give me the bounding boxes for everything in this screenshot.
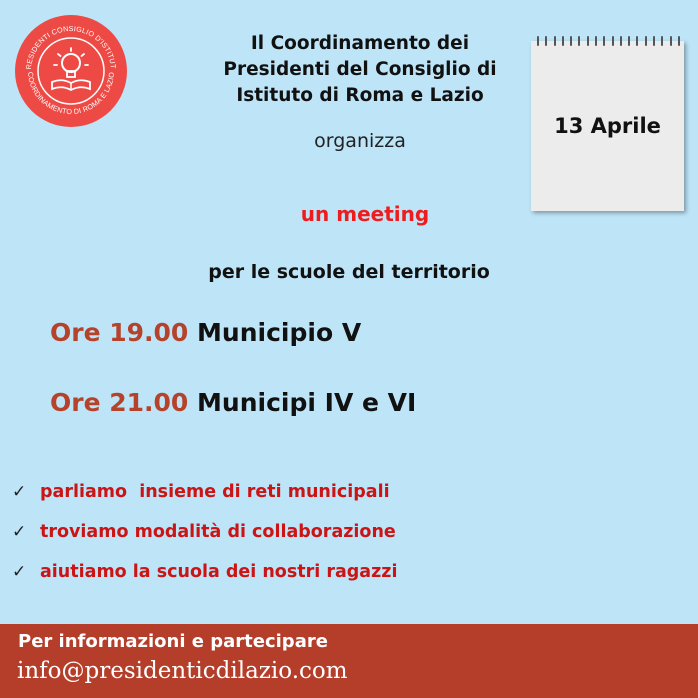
schedule-place: Municipio V (197, 318, 362, 347)
checkmark-icon: ✓ (12, 482, 27, 502)
event-subtitle: per le scuole del territorio (208, 261, 490, 283)
event-title: un meeting (300, 202, 430, 226)
logo (14, 14, 128, 128)
event-date: 13 Aprile (554, 114, 661, 138)
list-item (12, 472, 397, 512)
footer-banner (0, 624, 698, 698)
organizer-line-1: Il Coordinamento dei (250, 33, 470, 54)
organizer-line-3: Istituto di Roma e Lazio (236, 85, 484, 106)
list-item-text: troviamo modalità di collaborazione (40, 522, 396, 542)
footer-title: Per informazioni e partecipare (18, 631, 328, 652)
contact-email[interactable]: info@presidenticdilazio.com (17, 658, 348, 684)
topics-list (12, 472, 397, 592)
organizer-heading (212, 31, 508, 109)
schedule-time: Ore 21.00 (50, 388, 189, 417)
lightbulb-book-icon (14, 14, 128, 128)
calendar-spiral (537, 36, 680, 48)
checkmark-icon: ✓ (12, 522, 27, 542)
logo-text-top: RESIDENTI CONSIGLIO D'ISTITUT (23, 23, 118, 70)
organizza-text: organizza (314, 130, 406, 152)
schedule-item (50, 318, 361, 347)
list-item (12, 512, 397, 552)
schedule-time: Ore 19.00 (50, 318, 189, 347)
schedule-item (50, 388, 416, 417)
checkmark-icon: ✓ (12, 562, 27, 582)
list-item-text: parliamo insieme di reti municipali (40, 482, 390, 502)
organizer-line-2: Presidenti del Consiglio di (223, 59, 497, 80)
calendar-note (531, 41, 684, 211)
logo-text-bottom: COORDINAMENTO DI ROMA E LAZIO (25, 71, 117, 117)
list-item (12, 552, 397, 592)
schedule-place: Municipi IV e VI (197, 388, 417, 417)
list-item-text: aiutiamo la scuola dei nostri ragazzi (40, 562, 398, 582)
